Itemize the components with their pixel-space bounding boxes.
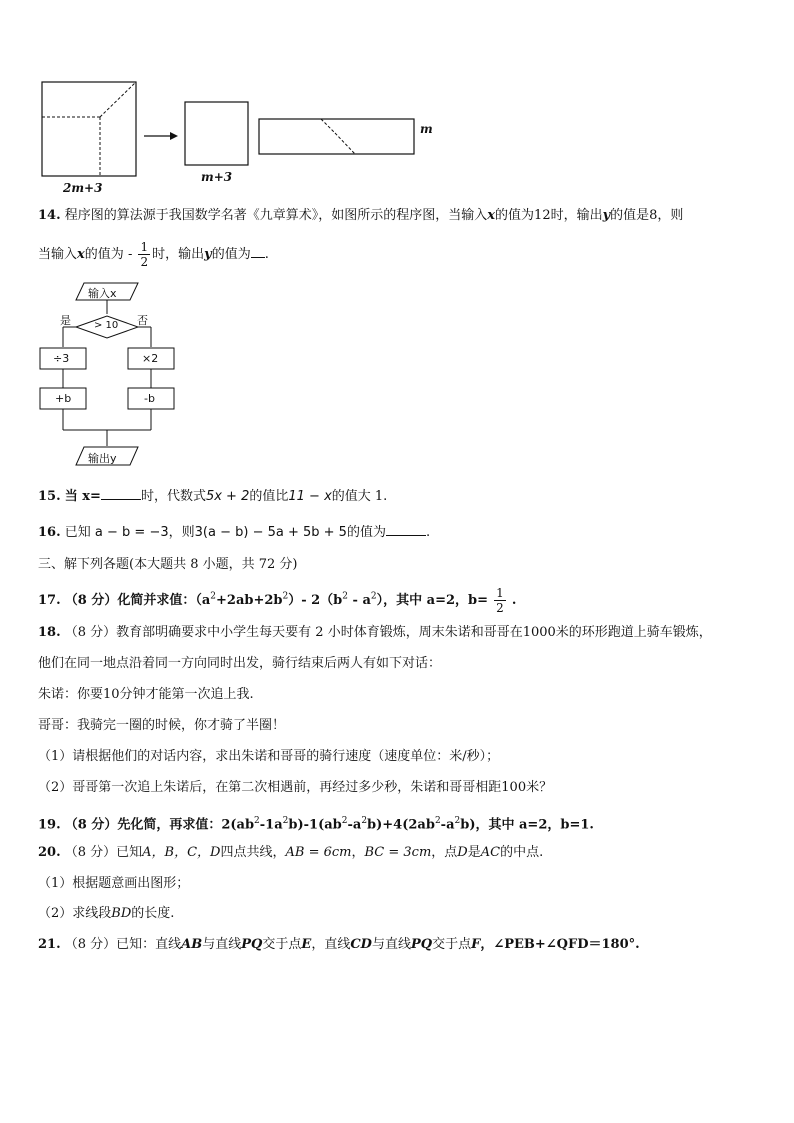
q15-line: 15. 当 x= 时，代数式5x + 2的值比11 − x的值大 1. bbox=[38, 489, 388, 504]
fc-yes-label: 是 bbox=[60, 314, 71, 327]
section-3-heading: 三、解下列各题(本大题共 8 小题，共 72 分) bbox=[38, 557, 298, 572]
q17-line: 17. （8 分）化简并求值：$(a^2+2ab+2b^2)-$ $2(b^2 - a^2)$，其中 a=2，b= $\frac{1}{2}$ . bbox=[38, 586, 517, 615]
q18-line2: 他们在同一地点沿着同一方向同时出发，骑行结束后两人有如下对话： bbox=[38, 656, 442, 671]
cut-line-diagonal bbox=[100, 82, 136, 117]
q14-answer-blank[interactable] bbox=[251, 257, 265, 258]
q19-line: 19. （8 分）先化简，再求值：$2(ab^2-1a^2b)-1(ab^2-a^2b)+4(2ab^2-a^2b)$，其中 a=2，b=1. bbox=[38, 816, 594, 833]
q18-part1: （1）请根据他们的对话内容，求出朱诺和哥哥的骑行速度（速度单位：米/秒）； bbox=[38, 749, 500, 764]
q20-part2: （2）求线段BD的长度. bbox=[38, 906, 175, 921]
label-2m3: 2m+3 bbox=[63, 181, 103, 195]
middle-square bbox=[185, 102, 248, 165]
fc-op1-label: ÷3 bbox=[53, 352, 70, 365]
q18-line1: 18. （8 分）教育部明确要求中小学生每天要有 2 小时体育锻炼，周末朱诺和哥哥在1000米的环形跑道上骑车锻炼， bbox=[38, 625, 712, 640]
q16-line: 16. 已知 a − b = −3，则3(a − b) − 5a + 5b + 5的值为 . bbox=[38, 525, 431, 540]
q18-line4: 哥哥：我骑完一圈的时候，你才骑了半圈！ bbox=[38, 718, 286, 733]
q15-answer-blank[interactable] bbox=[101, 499, 141, 500]
q17-fraction: $\frac{1}{2}$ bbox=[496, 586, 504, 615]
q13-figure bbox=[30, 72, 450, 197]
fc-op4-label: -b bbox=[144, 392, 155, 405]
arrow-head-icon bbox=[170, 132, 178, 140]
q21-line: 21. （8 分）已知：直线AB与直线PQ交于点E，直线CD与直线PQ交于点F，∠PEB+∠QFD＝180°. bbox=[38, 937, 640, 952]
q18-line3: 朱诺：你要10分钟才能第一次追上我. bbox=[38, 687, 254, 702]
label-m: m bbox=[420, 122, 433, 136]
label-m3: m+3 bbox=[201, 170, 233, 184]
q16-answer-blank[interactable] bbox=[386, 535, 426, 536]
q20-line: 20. （8 分）已知A，B，C，D四点共线，AB = 6cm，BC = 3cm，点D是AC的中点. bbox=[38, 845, 544, 860]
q14-fraction: $\frac{1}{2}$ bbox=[140, 240, 149, 269]
q14-line1: 14. 程序图的算法源于我国数学名著《九章算术》，如图所示的程序图，当输入x的值为12时，输出y的值是8，则 bbox=[38, 208, 684, 223]
fc-input-label: 输入x bbox=[88, 287, 117, 300]
rectangle bbox=[259, 119, 414, 154]
q14-line2: 当输入x的值为 - $\frac{1}{2}$ 时，输出y的值为 . bbox=[38, 240, 269, 269]
flowchart bbox=[34, 280, 194, 475]
fc-cond-label: > 10 bbox=[94, 320, 119, 331]
fc-no-label: 否 bbox=[137, 314, 148, 327]
fc-output-label: 输出y bbox=[88, 452, 117, 465]
q20-part1: （1）根据题意画出图形； bbox=[38, 876, 190, 891]
rectangle-dash-2 bbox=[335, 133, 355, 154]
fc-op3-label: +b bbox=[55, 392, 72, 405]
rectangle-dash-1 bbox=[321, 119, 335, 133]
fc-op2-label: ×2 bbox=[142, 352, 159, 365]
q18-part2: （2）哥哥第一次追上朱诺后，在第二次相遇前，再经过多少秒，朱诺和哥哥相距100米？ bbox=[38, 780, 553, 795]
